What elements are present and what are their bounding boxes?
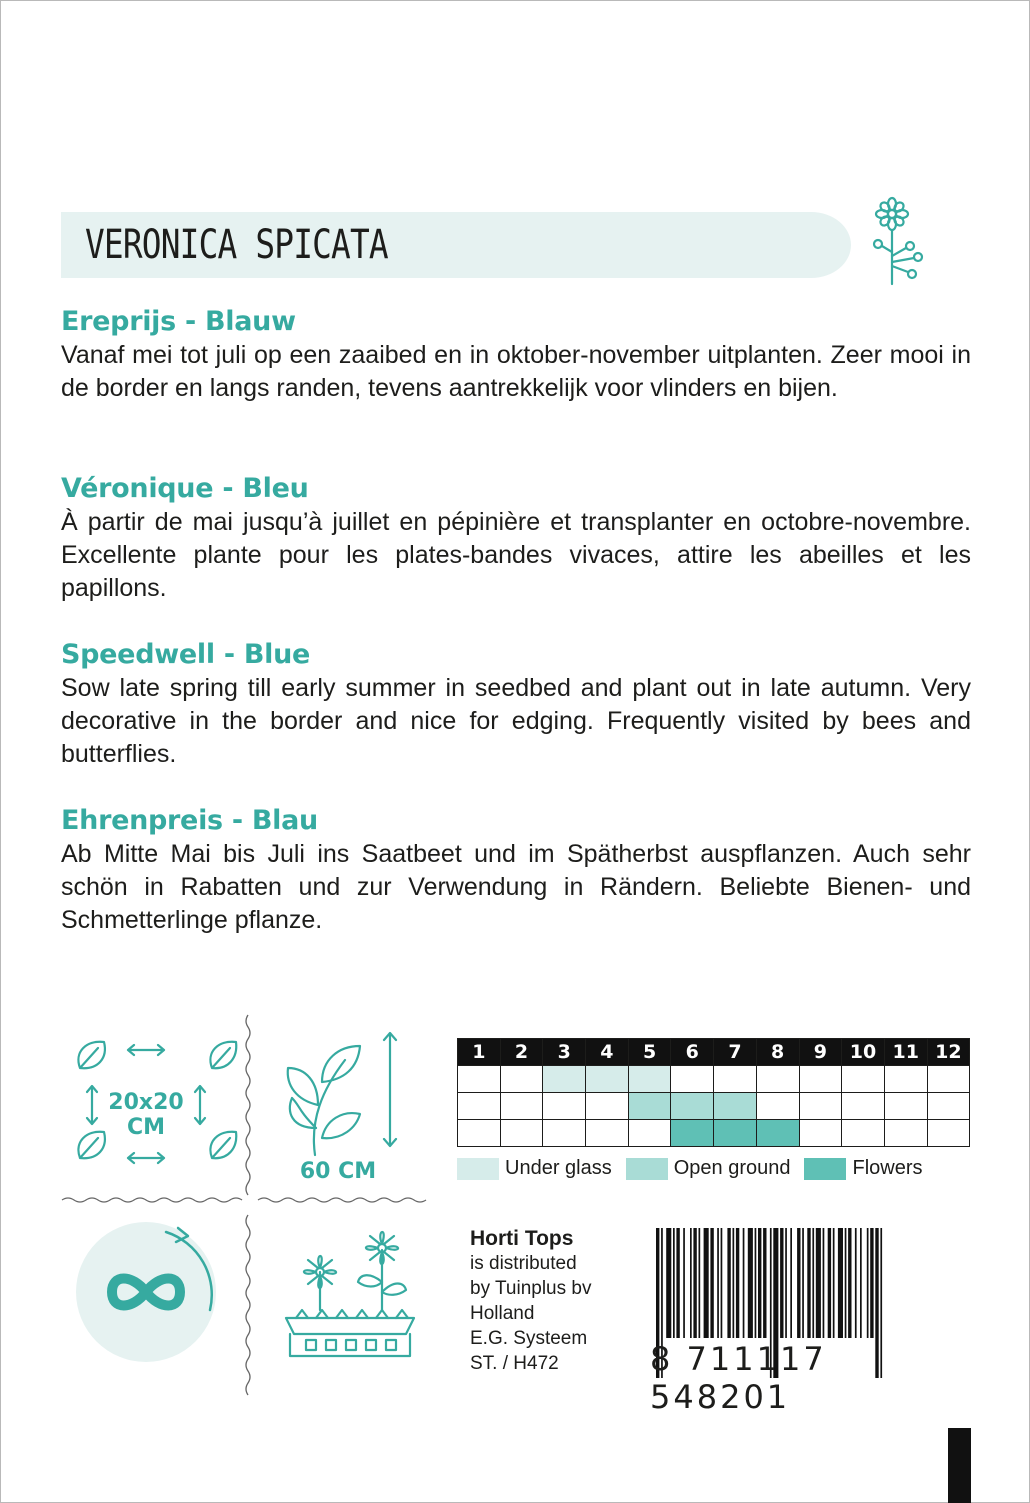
legend-swatch <box>457 1158 499 1180</box>
barcode-bar <box>848 1228 851 1338</box>
barcode-bar <box>690 1228 692 1338</box>
calendar-cell <box>671 1066 714 1093</box>
calendar-cell <box>458 1120 501 1147</box>
legend-label: Flowers <box>852 1157 923 1179</box>
section-text: Sow late spring till early summer in seedbed and plant out in late autumn. Very decorative in the border and nice for edging. Frequently visited by bees and butterflies. <box>61 674 971 768</box>
distributor-line: E.G. Systeem <box>470 1328 588 1349</box>
calendar-cell <box>884 1120 927 1147</box>
calendar-cell <box>586 1066 629 1093</box>
calendar-cell <box>671 1093 714 1120</box>
calendar-cell <box>628 1120 671 1147</box>
calendar-cell <box>799 1120 842 1147</box>
month-header: 9 <box>799 1039 842 1066</box>
barcode-bar <box>870 1228 873 1338</box>
barcode-bar <box>807 1228 810 1338</box>
divider-vertical <box>246 1215 250 1395</box>
distributor-info <box>470 1226 591 1376</box>
barcode-bar <box>823 1228 825 1338</box>
calendar-cell <box>543 1066 586 1093</box>
barcode-bar <box>867 1228 869 1338</box>
divider-horizontal <box>62 1198 242 1202</box>
barcode-bar <box>785 1228 787 1338</box>
calendar-cell <box>500 1093 543 1120</box>
calendar-cell <box>500 1066 543 1093</box>
calendar-legend <box>457 1157 937 1180</box>
barcode-bar <box>736 1228 739 1338</box>
month-header: 10 <box>842 1039 885 1066</box>
barcode-digits: 8 711117 548201 <box>650 1340 827 1416</box>
distributor-line: ST. / H472 <box>470 1353 559 1374</box>
calendar-cell <box>756 1066 799 1093</box>
section-heading: Ereprijs - Blauw <box>61 306 296 337</box>
section-heading: Speedwell - Blue <box>61 639 311 670</box>
barcode-bar <box>790 1228 792 1338</box>
calendar-cell <box>586 1093 629 1120</box>
calendar-cell <box>799 1066 842 1093</box>
barcode-bar <box>733 1228 735 1338</box>
distributor-line: Holland <box>470 1303 535 1324</box>
legend-label: Under glass <box>505 1157 612 1179</box>
month-header: 4 <box>586 1039 629 1066</box>
calendar-cell <box>927 1093 970 1120</box>
calendar-cell <box>586 1120 629 1147</box>
barcode-bar <box>833 1228 835 1338</box>
section-text: À partir de mai jusqu’à juillet en pépinière et transplanter en octobre-novembre. Excellente plante pour les plates-bandes vivaces, attire les abeilles et les papillons. <box>61 508 971 602</box>
section-english <box>61 638 971 771</box>
barcode-bar <box>855 1228 857 1338</box>
barcode-bar <box>673 1228 675 1338</box>
calendar-cell <box>756 1093 799 1120</box>
distributor-line: is distributed <box>470 1253 577 1274</box>
calendar-cell <box>842 1093 885 1120</box>
calendar-cell <box>714 1120 757 1147</box>
barcode-bar <box>797 1228 800 1338</box>
month-header: 7 <box>714 1039 757 1066</box>
calendar-cell <box>628 1093 671 1120</box>
calendar-cell <box>842 1120 885 1147</box>
section-dutch <box>61 305 971 405</box>
barcode-bar <box>693 1228 696 1338</box>
section-german <box>61 804 971 937</box>
barcode-bar <box>763 1228 766 1338</box>
barcode-bar <box>676 1228 679 1338</box>
calendar-cell <box>500 1120 543 1147</box>
spacing-value: 20x20 <box>108 1090 184 1115</box>
legend-item <box>626 1157 791 1180</box>
calendar-cell <box>671 1120 714 1147</box>
sowing-calendar <box>457 1038 970 1147</box>
calendar-cell <box>884 1066 927 1093</box>
barcode-bar <box>683 1228 685 1338</box>
calendar-cell <box>799 1093 842 1120</box>
calendar-cell <box>756 1120 799 1147</box>
color-tab <box>948 1428 971 1503</box>
month-header: 11 <box>884 1039 927 1066</box>
month-header: 2 <box>500 1039 543 1066</box>
spacing-unit: CM <box>126 1115 166 1140</box>
barcode-bar <box>704 1228 709 1338</box>
barcode-bar <box>812 1228 814 1338</box>
month-header: 6 <box>671 1039 714 1066</box>
divider-horizontal <box>258 1198 426 1202</box>
divider-vertical <box>246 1015 250 1195</box>
barcode-bar <box>666 1228 671 1338</box>
section-heading: Ehrenpreis - Blau <box>61 805 318 836</box>
perennial-icon <box>76 1222 216 1362</box>
month-header: 1 <box>458 1039 501 1066</box>
month-header: 12 <box>927 1039 970 1066</box>
calendar-cell <box>884 1093 927 1120</box>
calendar-cell <box>927 1120 970 1147</box>
calendar-cell <box>458 1066 501 1093</box>
plant-icon <box>862 196 932 288</box>
barcode-bar <box>710 1228 713 1338</box>
legend-item <box>457 1157 612 1180</box>
calendar-cell <box>628 1066 671 1093</box>
barcode-bar <box>721 1228 723 1338</box>
barcode-bar <box>699 1228 701 1338</box>
calendar-cell <box>543 1093 586 1120</box>
barcode-bar <box>780 1228 783 1338</box>
distributor-line: by Tuinplus bv <box>470 1278 592 1299</box>
barcode-bar <box>845 1228 847 1338</box>
month-header: 3 <box>543 1039 586 1066</box>
barcode-bar <box>755 1228 757 1338</box>
height-value: 60 CM <box>299 1159 377 1184</box>
month-header: 5 <box>628 1039 671 1066</box>
section-french <box>61 472 971 605</box>
barcode-bar <box>838 1228 843 1338</box>
seed-tray-icon <box>286 1232 414 1356</box>
section-text: Vanaf mei tot juli op een zaaibed en in oktober-november uitplanten. Zeer mooi in de border en langs randen, tevens aantrekkelijk voor vlinders en bijen. <box>61 341 971 402</box>
month-header: 8 <box>756 1039 799 1066</box>
legend-item <box>804 1157 922 1180</box>
barcode-bar <box>860 1228 862 1338</box>
section-text: Ab Mitte Mai bis Juli ins Saatbeet und im Spätherbst auspflanzen. Auch sehr schön in Rabatten und zur Verwendung in Rändern. Beliebte Bienen- und Schmetterlinge pflanze. <box>61 840 971 934</box>
barcode-bar <box>802 1228 804 1338</box>
calendar-cell <box>714 1093 757 1120</box>
calendar-cell <box>458 1093 501 1120</box>
legend-label: Open ground <box>673 1157 791 1179</box>
calendar-cell <box>714 1066 757 1093</box>
barcode-bar <box>743 1228 745 1338</box>
calendar-cell <box>927 1066 970 1093</box>
legend-swatch <box>626 1158 668 1180</box>
barcode-bar <box>717 1228 719 1338</box>
barcode-bar <box>758 1228 761 1338</box>
legend-swatch <box>804 1158 846 1180</box>
barcode-bar <box>727 1228 730 1338</box>
section-heading: Véronique - Bleu <box>61 473 309 504</box>
calendar-cell <box>842 1066 885 1093</box>
height-icon <box>288 1033 396 1155</box>
barcode-bar <box>816 1228 821 1338</box>
cultivation-icons <box>60 1010 440 1400</box>
barcode-bar <box>828 1228 831 1338</box>
brand-name: Horti Tops <box>470 1227 574 1250</box>
barcode-bar <box>748 1228 753 1338</box>
page-title: VERONICA SPICATA <box>85 222 388 268</box>
calendar-cell <box>543 1120 586 1147</box>
